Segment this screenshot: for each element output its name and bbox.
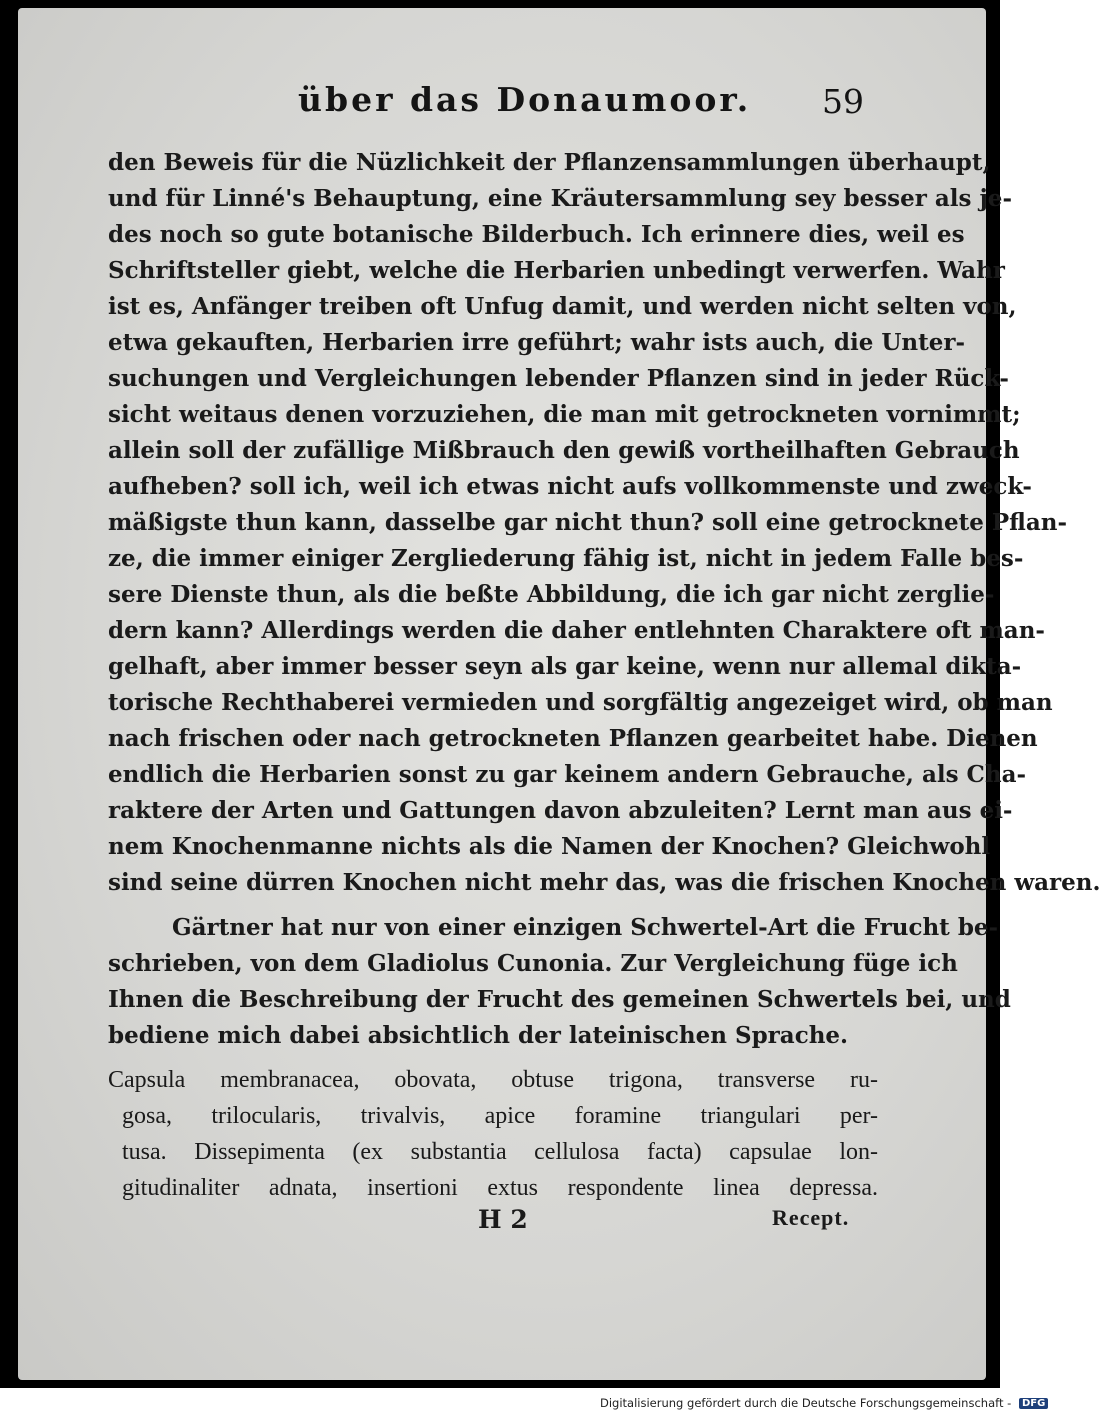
text-line: bediene mich dabei absichtlich der lateinischen Sprache. bbox=[108, 1022, 849, 1049]
text-line: dern kann? Allerdings werden die daher entlehnten Charaktere oft man- bbox=[108, 617, 1045, 644]
text-line: Capsula membranacea, obovata, obtuse trigona, transverse ru- bbox=[108, 1067, 878, 1093]
text-line: ze, die immer einiger Zergliederung fähig ist, nicht in jedem Falle bes- bbox=[108, 545, 1024, 572]
paragraph-1 bbox=[108, 145, 1101, 901]
text-line: schrieben, von dem Gladiolus Cunonia. Zur Vergleichung füge ich bbox=[108, 950, 958, 977]
signature-mark: H 2 bbox=[478, 1205, 528, 1234]
text-line: sind seine dürren Knochen nicht mehr das, was die frischen Knochen waren. bbox=[108, 869, 1101, 896]
text-line: suchungen und Vergleichungen lebender Pflanzen sind in jeder Rück- bbox=[108, 365, 1009, 392]
text-line: den Beweis für die Nüzlichkeit der Pflanzensammlungen überhaupt, bbox=[108, 149, 991, 176]
text-line: endlich die Herbarien sonst zu gar keinem andern Gebrauche, als Cha- bbox=[108, 761, 1027, 788]
running-title: über das Donaumoor. bbox=[298, 80, 752, 119]
latin-description bbox=[108, 1062, 878, 1206]
text-line: gitudinaliter adnata, insertioni extus respondente linea depressa. bbox=[122, 1175, 878, 1201]
text-line: nem Knochenmanne nichts als die Namen der Knochen? Gleichwohl bbox=[108, 833, 991, 860]
text-line: sere Dienste thun, als die beßte Abbildung, die ich gar nicht zerglie- bbox=[108, 581, 995, 608]
text-line: mäßigste thun kann, dasselbe gar nicht thun? soll eine getrocknete Pflan- bbox=[108, 509, 1068, 536]
text-line: gelhaft, aber immer besser seyn als gar keine, wenn nur allemal dikta- bbox=[108, 653, 1022, 680]
text-line: etwa gekauften, Herbarien irre geführt; wahr ists auch, die Unter- bbox=[108, 329, 966, 356]
text-line: des noch so gute botanische Bilderbuch. Ich erinnere dies, weil es bbox=[108, 221, 965, 248]
text-line: torische Rechthaberei vermieden und sorgfältig angezeiget wird, ob man bbox=[108, 689, 1053, 716]
credit-text: Digitalisierung gefördert durch die Deutsche Forschungsgemeinschaft - bbox=[600, 1396, 1012, 1410]
paragraph-2 bbox=[108, 910, 1011, 1054]
text-line: Gärtner hat nur von einer einzigen Schwertel-Art die Frucht be- bbox=[172, 914, 999, 941]
text-line: raktere der Arten und Gattungen davon abzuleiten? Lernt man aus ei- bbox=[108, 797, 1013, 824]
running-head bbox=[0, 80, 1000, 130]
text-line: allein soll der zufällige Mißbrauch den gewiß vortheilhaften Gebrauch bbox=[108, 437, 1020, 464]
text-line: aufheben? soll ich, weil ich etwas nicht aufs vollkommenste und zweck- bbox=[108, 473, 1032, 500]
text-line: tusa. Dissepimenta (ex substantia cellulosa facta) capsulae lon- bbox=[122, 1139, 878, 1165]
text-line: sicht weitaus denen vorzuziehen, die man mit getrockneten vornimmt; bbox=[108, 401, 1021, 428]
page-number: 59 bbox=[822, 82, 864, 121]
text-line: Ihnen die Beschreibung der Frucht des gemeinen Schwertels bei, und bbox=[108, 986, 1011, 1013]
text-line: und für Linné's Behauptung, eine Kräutersammlung sey besser als je- bbox=[108, 185, 1012, 212]
catchword: Recept. bbox=[772, 1205, 850, 1230]
digitization-credit bbox=[600, 1396, 1046, 1414]
page-footer bbox=[0, 1205, 1000, 1245]
text-line: nach frischen oder nach getrockneten Pflanzen gearbeitet habe. Dienen bbox=[108, 725, 1038, 752]
text-line: ist es, Anfänger treiben oft Unfug damit, und werden nicht selten von, bbox=[108, 293, 1017, 320]
text-line: Schriftsteller giebt, welche die Herbarien unbedingt verwerfen. Wahr bbox=[108, 257, 1005, 284]
dfg-logo: DFG bbox=[1019, 1398, 1048, 1409]
text-line: gosa, trilocularis, trivalvis, apice foramine triangulari per- bbox=[122, 1103, 878, 1129]
